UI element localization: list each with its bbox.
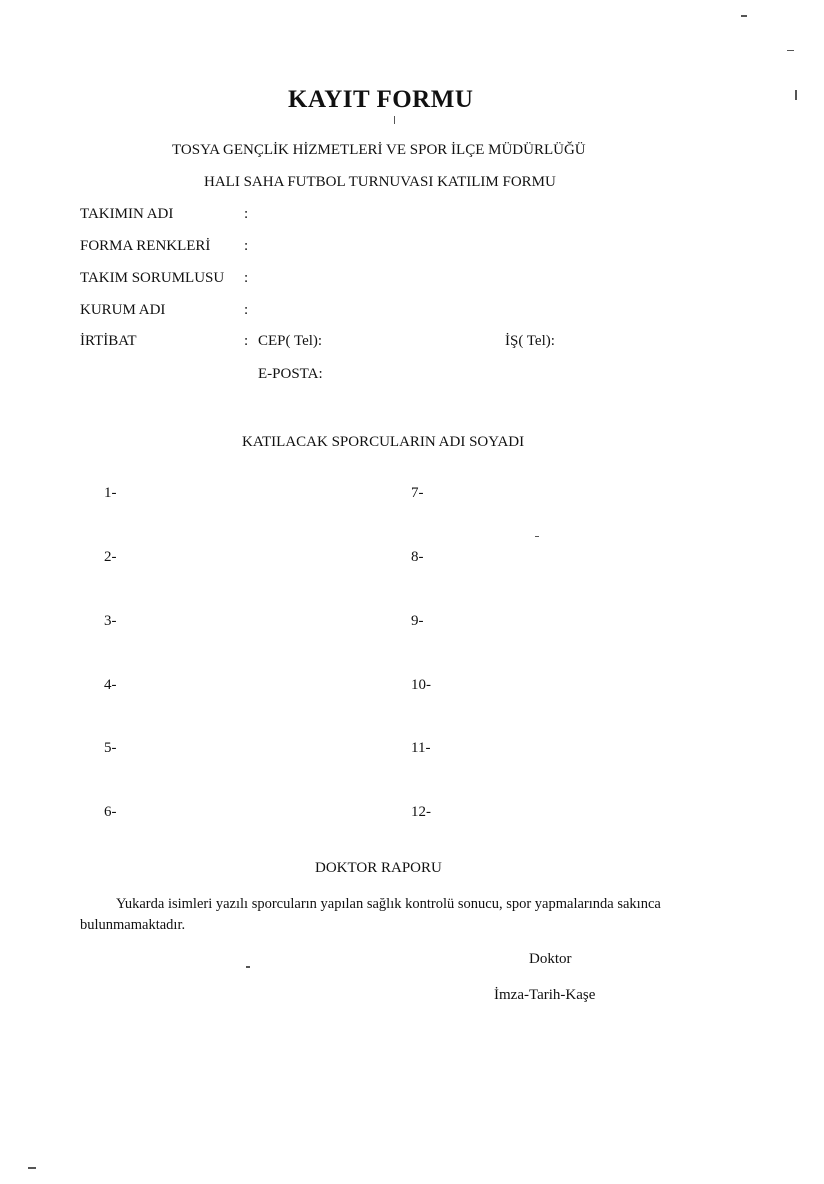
player-number: 11- — [411, 740, 431, 756]
scan-speck — [394, 116, 395, 124]
contact-colon: : — [244, 333, 249, 349]
player-number: 12- — [411, 804, 431, 820]
player-number: 3- — [104, 613, 117, 629]
scan-speck — [535, 536, 539, 537]
email-label: E-POSTA: — [258, 366, 323, 382]
jersey-colors-label: FORMA RENKLERİ — [80, 238, 211, 254]
contact-label: İRTİBAT — [80, 333, 137, 349]
player-number: 9- — [411, 613, 424, 629]
player-number: 4- — [104, 677, 117, 693]
scan-speck — [795, 90, 797, 100]
mobile-label: CEP( Tel): — [258, 333, 323, 349]
work-phone-label: İŞ( Tel): — [505, 333, 555, 349]
jersey-colors-colon: : — [244, 238, 249, 254]
form-title: KAYIT FORMU — [288, 86, 474, 113]
player-number: 6- — [104, 804, 117, 820]
player-number: 2- — [104, 549, 117, 565]
scan-speck — [28, 1167, 36, 1169]
doctor-report-heading: DOKTOR RAPORU — [315, 860, 442, 876]
player-number: 5- — [104, 740, 117, 756]
player-number: 10- — [411, 677, 431, 693]
institution-label: KURUM ADI — [80, 302, 166, 318]
team-name-label: TAKIMIN ADI — [80, 206, 174, 222]
scan-speck — [787, 50, 794, 51]
team-manager-colon: : — [244, 270, 249, 286]
player-number: 1- — [104, 485, 117, 501]
signature-label: İmza-Tarih-Kaşe — [494, 987, 596, 1003]
team-manager-label: TAKIM SORUMLUSU — [80, 270, 225, 286]
player-number: 8- — [411, 549, 424, 565]
scan-speck — [246, 966, 250, 968]
form-subtitle: HALI SAHA FUTBOL TURNUVASI KATILIM FORMU — [204, 174, 556, 190]
institution-colon: : — [244, 302, 249, 318]
doctor-label: Doktor — [529, 951, 572, 967]
doctor-report-text: Yukarda isimleri yazılı sporcuların yapılan sağlık kontrolü sonucu, spor yapmalarında sakınca bulunmamaktadır. — [80, 896, 661, 933]
players-heading: KATILACAK SPORCULARIN ADI SOYADI — [242, 434, 525, 450]
team-name-colon: : — [244, 206, 249, 222]
organization-name: TOSYA GENÇLİK HİZMETLERİ VE SPOR İLÇE MÜDÜRLÜĞÜ — [172, 142, 586, 158]
scan-speck — [741, 15, 747, 17]
player-number: 7- — [411, 485, 424, 501]
